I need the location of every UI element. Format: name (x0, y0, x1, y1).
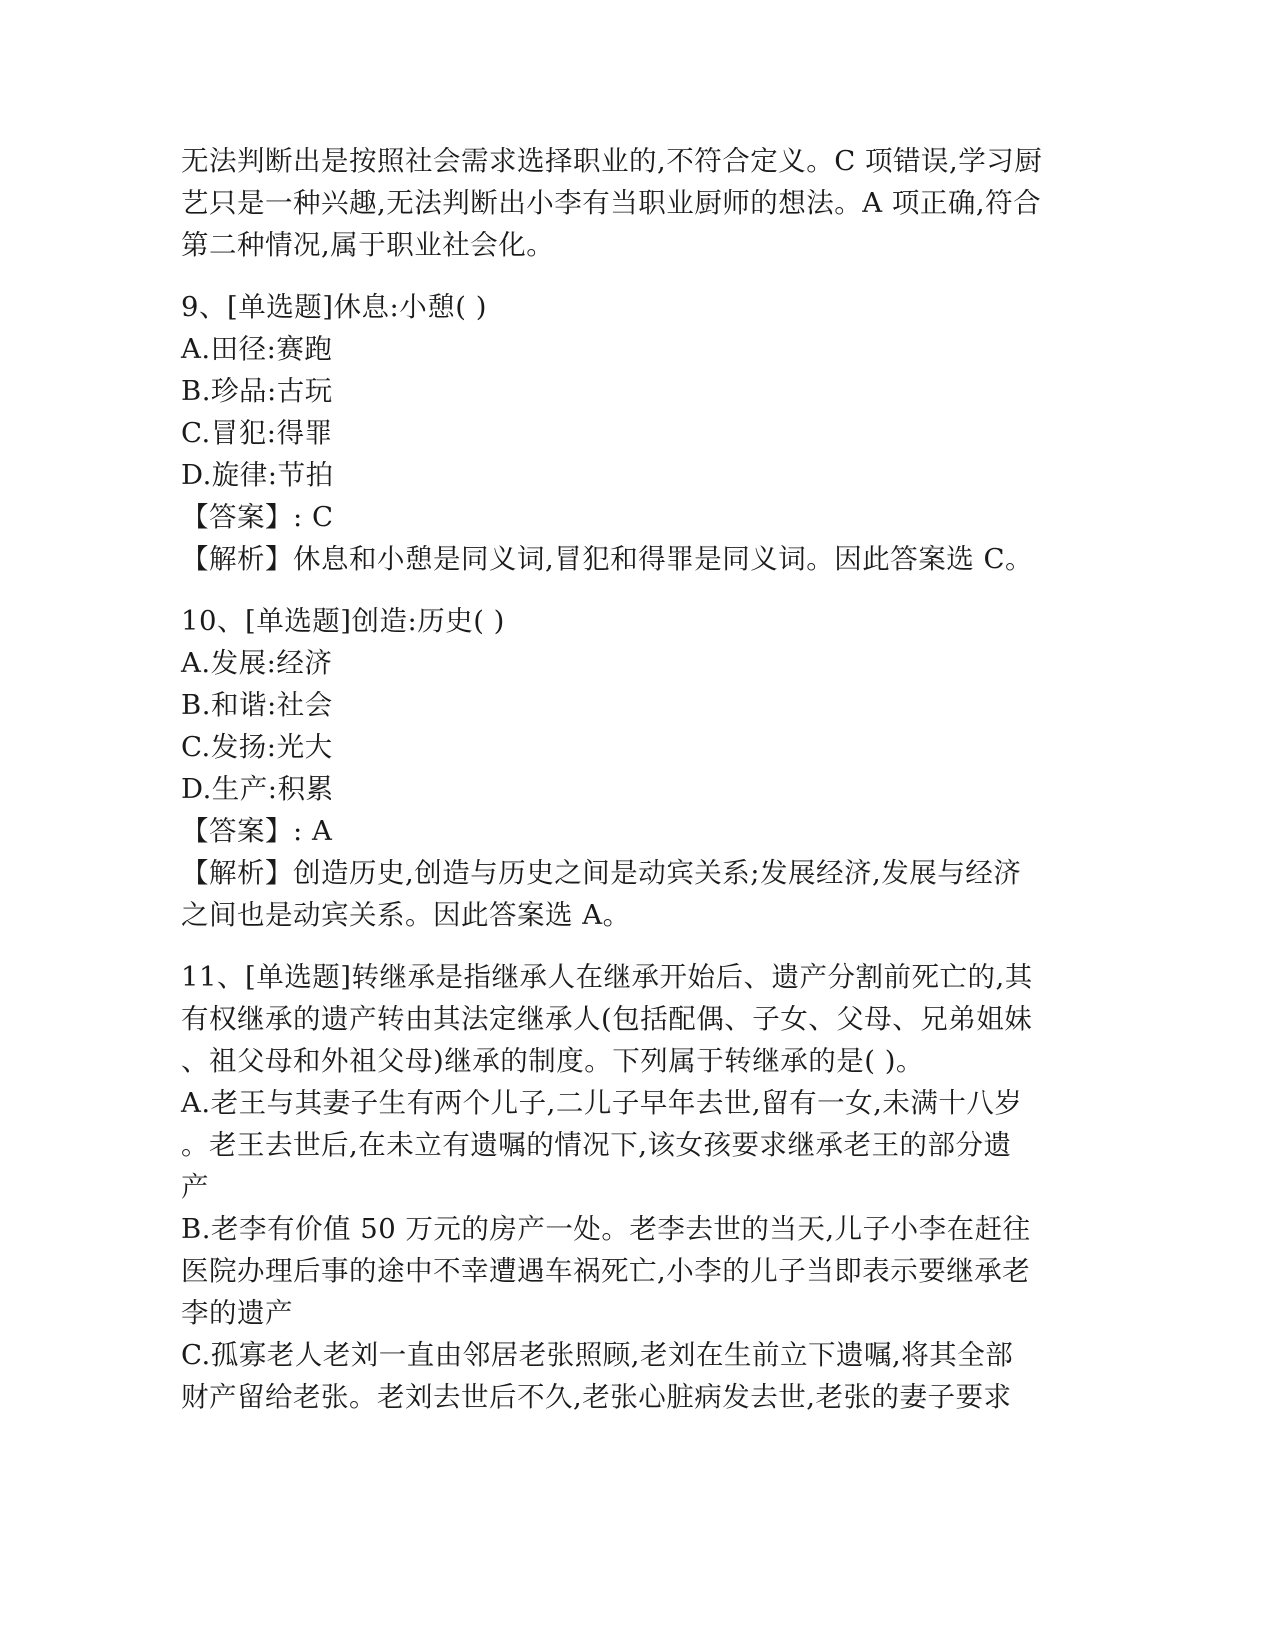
option-c: C.发扬:光大 (181, 731, 333, 763)
option-c: C.孤寡老人老刘一直由邻居老张照顾,老刘在生前立下遗嘱,将其全部 (181, 1339, 1014, 1371)
question-stem: 9、[单选题]休息:小憩( ) (181, 291, 487, 323)
document-page (181, 140, 1043, 1418)
option-b: B.和谐:社会 (181, 689, 333, 721)
question-stem: 、祖父母和外祖父母)继承的制度。下列属于转继承的是( )。 (181, 1045, 924, 1077)
question-10 (181, 600, 1031, 936)
question-stem: 10、[单选题]创造:历史( ) (181, 605, 505, 637)
text-line: 第二种情况,属于职业社会化。 (181, 229, 555, 261)
option-a: A.发展:经济 (181, 647, 333, 679)
answer-line: 【答案】: A (181, 815, 333, 847)
previous-explanation (181, 140, 1043, 266)
option-c: 财产留给老张。老刘去世后不久,老张心脏病发去世,老张的妻子要求 (181, 1381, 1012, 1413)
analysis-line: 【解析】创造历史,创造与历史之间是动宾关系;发展经济,发展与经济 (181, 857, 1022, 889)
option-c: C.冒犯:得罪 (181, 417, 333, 449)
question-11 (181, 956, 1031, 1418)
option-a: 产 (181, 1171, 209, 1203)
text-line: 艺只是一种兴趣,无法判断出小李有当职业厨师的想法。A 项正确,符合 (181, 187, 1042, 219)
option-b: 李的遗产 (181, 1297, 293, 1329)
option-b: B.珍品:古玩 (181, 375, 333, 407)
option-a: A.田径:赛跑 (181, 333, 333, 365)
option-d: D.旋律:节拍 (181, 459, 334, 491)
analysis-line: 【解析】休息和小憩是同义词,冒犯和得罪是同义词。因此答案选 C。 (181, 543, 1034, 575)
text-line: 无法判断出是按照社会需求选择职业的,不符合定义。C 项错误,学习厨 (181, 145, 1043, 177)
option-a: A.老王与其妻子生有两个儿子,二儿子早年去世,留有一女,未满十八岁 (181, 1087, 1023, 1119)
answer-line: 【答案】: C (181, 501, 334, 533)
option-b: B.老李有价值 50 万元的房产一处。老李去世的当天,儿子小李在赶往 (181, 1213, 1031, 1245)
question-9 (181, 286, 1034, 580)
analysis-line: 之间也是动宾关系。因此答案选 A。 (181, 899, 631, 931)
option-a: 。老王去世后,在未立有遗嘱的情况下,该女孩要求继承老王的部分遗 (181, 1129, 1012, 1161)
option-b: 医院办理后事的途中不幸遭遇车祸死亡,小李的儿子当即表示要继承老 (181, 1255, 1031, 1287)
option-d: D.生产:积累 (181, 773, 334, 805)
question-stem: 11、[单选题]转继承是指继承人在继承开始后、遗产分割前死亡的,其 (181, 961, 1033, 993)
question-stem: 有权继承的遗产转由其法定继承人(包括配偶、子女、父母、兄弟姐妹 (181, 1003, 1033, 1035)
